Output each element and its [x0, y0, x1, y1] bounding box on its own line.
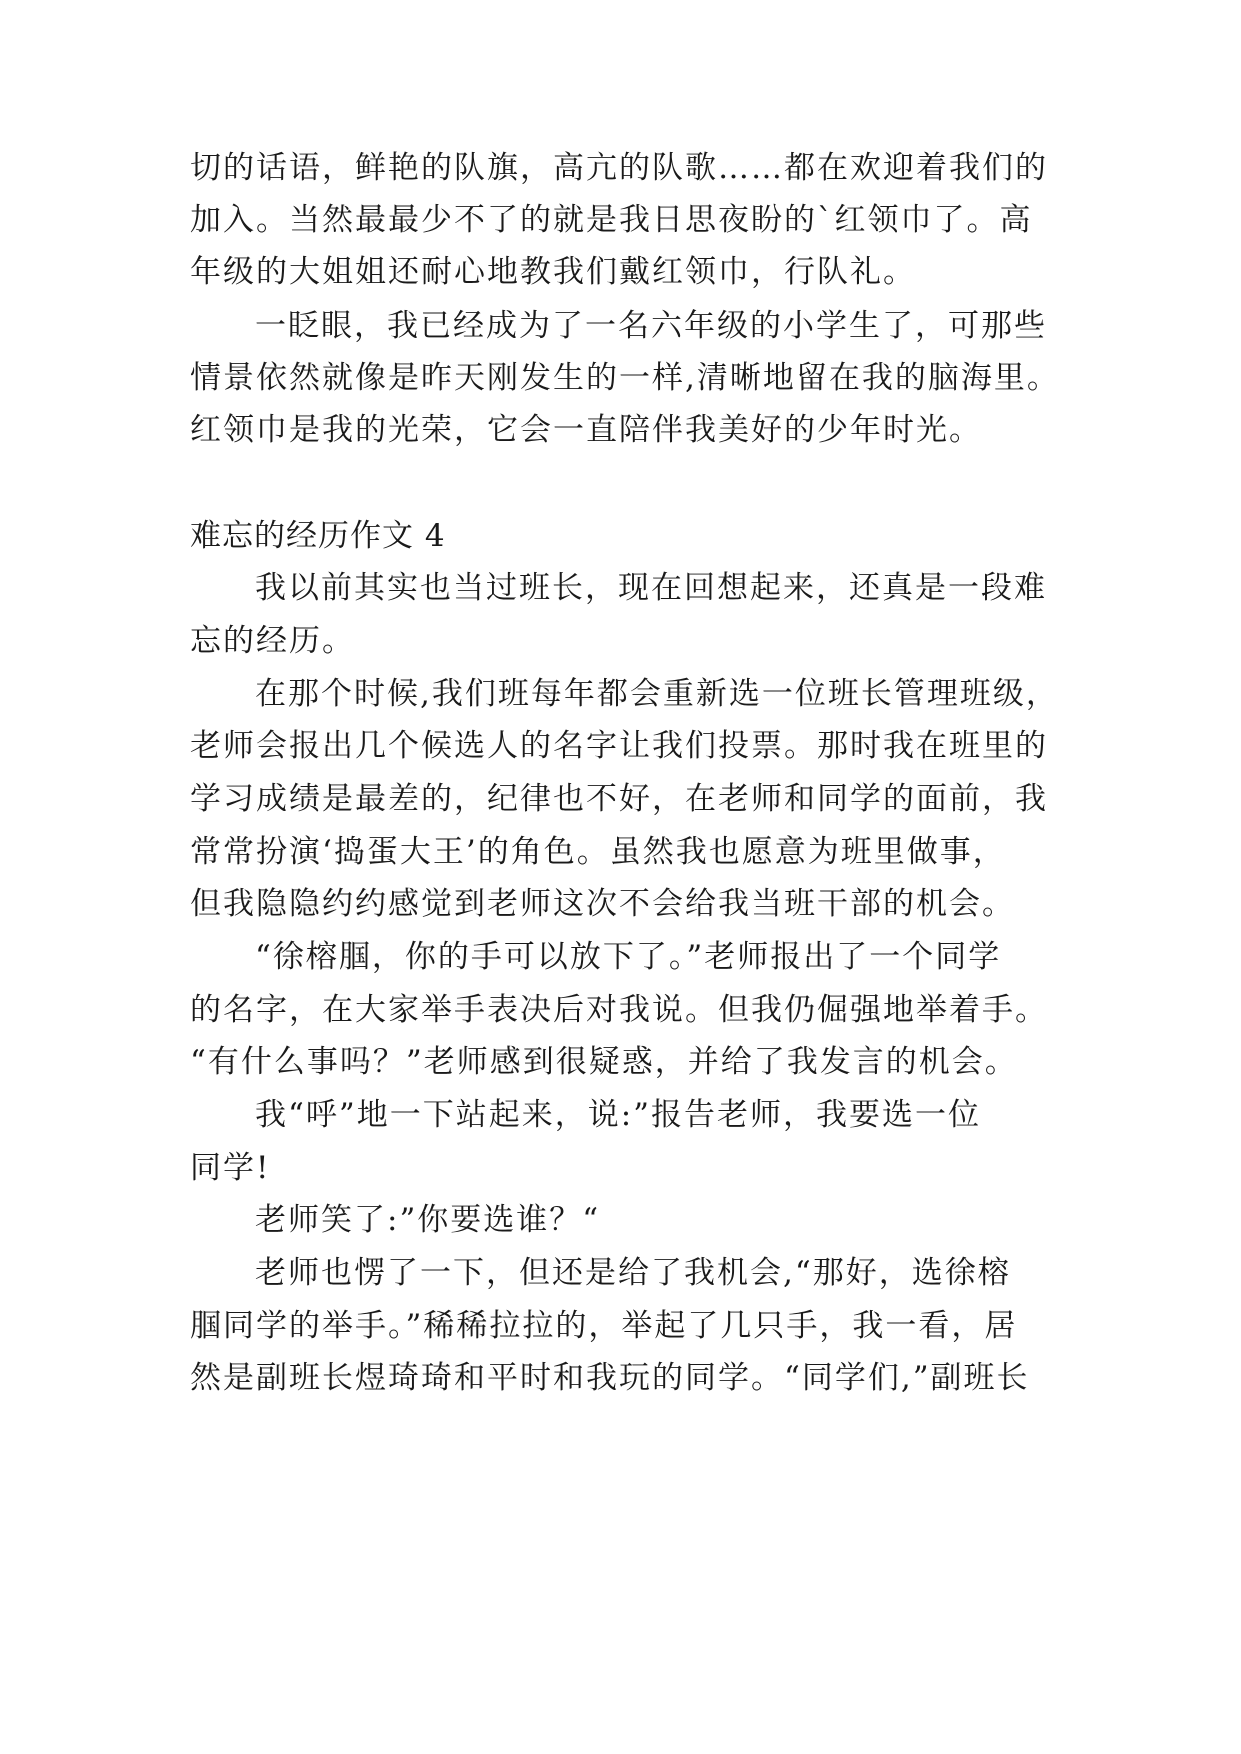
- text-line: 忘的经历。: [190, 623, 355, 659]
- text-line: 学习成绩是最差的，纪律也不好，在老师和同学的面前，我: [190, 781, 1048, 817]
- paragraph-start-line: 老师笑了:”你要选谁？“: [255, 1202, 601, 1238]
- text-line: 情景依然就像是昨天刚发生的一样,清晰地留在我的脑海里。: [190, 360, 1060, 396]
- section-heading: 难忘的经历作文 4: [190, 518, 446, 554]
- text-line: 的名字，在大家举手表决后对我说。但我仍倔强地举着手。: [190, 992, 1048, 1028]
- paragraph-start-line: 我以前其实也当过班长，现在回想起来，还真是一段难: [255, 570, 1047, 606]
- paragraph-start-line: “徐榕腘，你的手可以放下了。”老师报出了一个同学: [255, 939, 1002, 975]
- text-line: 红领巾是我的光荣，它会一直陪伴我美好的少年时光。: [190, 412, 982, 448]
- text-line: 老师会报出几个候选人的名字让我们投票。那时我在班里的: [190, 728, 1048, 764]
- text-line: 年级的大姐姐还耐心地教我们戴红领巾，行队礼。: [190, 254, 916, 290]
- paragraph-start-line: 我“呼”地一下站起来，说:”报告老师，我要选一位: [255, 1097, 981, 1133]
- text-line: 常常扮演‘捣蛋大王’的角色。虽然我也愿意为班里做事，: [190, 834, 1006, 870]
- text-line: 加入。当然最最少不了的就是我日思夜盼的`红领巾了。高: [190, 202, 1033, 238]
- text-line: 但我隐隐约约感觉到老师这次不会给我当班干部的机会。: [190, 886, 1015, 922]
- text-line: 然是副班长煜琦琦和平时和我玩的同学。“同学们,”副班长: [190, 1360, 1030, 1396]
- text-line: “有什么事吗？”老师感到很疑惑，并给了我发言的机会。: [190, 1044, 1018, 1080]
- paragraph-start-line: 老师也愣了一下，但还是给了我机会,“那好，选徐榕: [255, 1255, 1011, 1291]
- text-line: 同学!: [190, 1150, 271, 1186]
- paragraph-start-line: 一眨眼，我已经成为了一名六年级的小学生了，可那些: [255, 308, 1047, 344]
- paragraph-start-line: 在那个时候,我们班每年都会重新选一位班长管理班级，: [255, 676, 1059, 712]
- text-line: 腘同学的举手。”稀稀拉拉的，举起了几只手，我一看，居: [190, 1308, 1018, 1344]
- text-line: 切的话语，鲜艳的队旗，高亢的队歌……都在欢迎着我们的: [190, 150, 1048, 186]
